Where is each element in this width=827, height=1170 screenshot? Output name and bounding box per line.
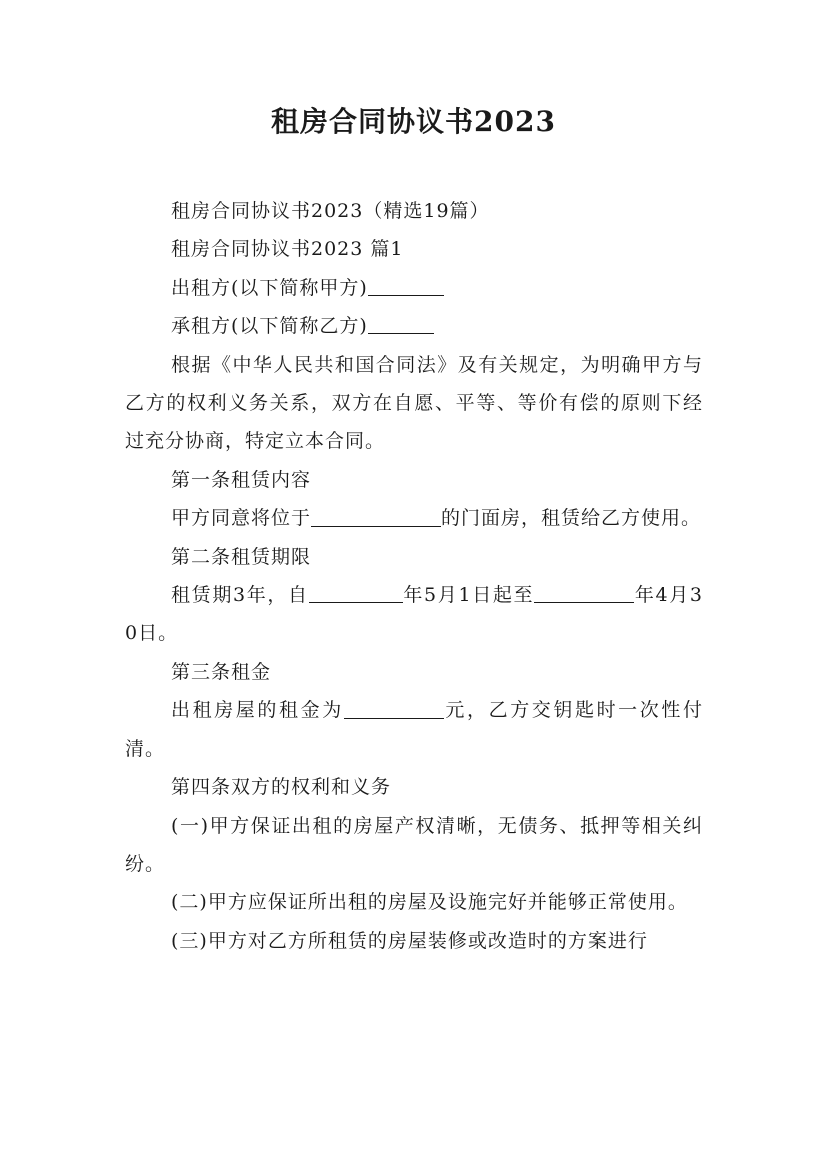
article1-text-after: 的门面房，租赁给乙方使用。 bbox=[441, 507, 702, 530]
clause-1: (一)甲方保证出租的房屋产权清晰，无债务、抵押等相关纠纷。 bbox=[125, 814, 703, 875]
article2-text-2: 年5月1日起至 bbox=[402, 584, 535, 607]
lessee-line bbox=[125, 307, 703, 345]
article3-title: 第三条租金 bbox=[171, 660, 272, 683]
rent-blank bbox=[344, 700, 444, 719]
document-title: 租房合同协议书2023 bbox=[271, 105, 556, 138]
lessee-label: 承租方(以下简称乙方) bbox=[171, 315, 368, 338]
clause-2: (二)甲方应保证所出租的房屋及设施完好并能够正常使用。 bbox=[171, 891, 688, 914]
lessor-line bbox=[125, 269, 703, 307]
article4-title: 第四条双方的权利和义务 bbox=[171, 776, 392, 799]
end-year-blank bbox=[534, 584, 634, 603]
document-subtitle: 租房合同协议书2023（精选19篇） bbox=[171, 200, 490, 222]
article2-text-1: 租赁期3年，自 bbox=[171, 584, 309, 607]
article2-title: 第二条租赁期限 bbox=[171, 545, 312, 568]
article3-text-before: 出租房屋的租金为 bbox=[171, 699, 344, 722]
article1-title: 第一条租赁内容 bbox=[171, 468, 312, 491]
lessee-blank bbox=[368, 315, 434, 334]
article2-paragraph bbox=[125, 576, 703, 653]
article3-paragraph bbox=[125, 691, 703, 768]
clause-3: (三)甲方对乙方所租赁的房屋装修或改造时的方案进行 bbox=[171, 929, 648, 952]
article1-text-before: 甲方同意将位于 bbox=[171, 507, 312, 530]
preamble-paragraph: 根据《中华人民共和国合同法》及有关规定，为明确甲方与乙方的权利义务关系，双方在自愿、平等、等价有偿的原则下经过充分协商，特定立本合同。 bbox=[125, 353, 703, 453]
lessor-blank bbox=[368, 277, 444, 296]
article3-text-after: 元，乙方交钥匙时一次性付清。 bbox=[125, 699, 703, 760]
article2-text-3: 年4月30日。 bbox=[125, 584, 704, 645]
article1-paragraph bbox=[125, 499, 703, 537]
start-year-blank bbox=[309, 584, 403, 603]
location-blank bbox=[311, 507, 441, 526]
section-heading: 租房合同协议书2023 篇1 bbox=[171, 238, 404, 261]
lessor-label: 出租方(以下简称甲方) bbox=[171, 276, 368, 299]
document-body bbox=[125, 192, 703, 960]
